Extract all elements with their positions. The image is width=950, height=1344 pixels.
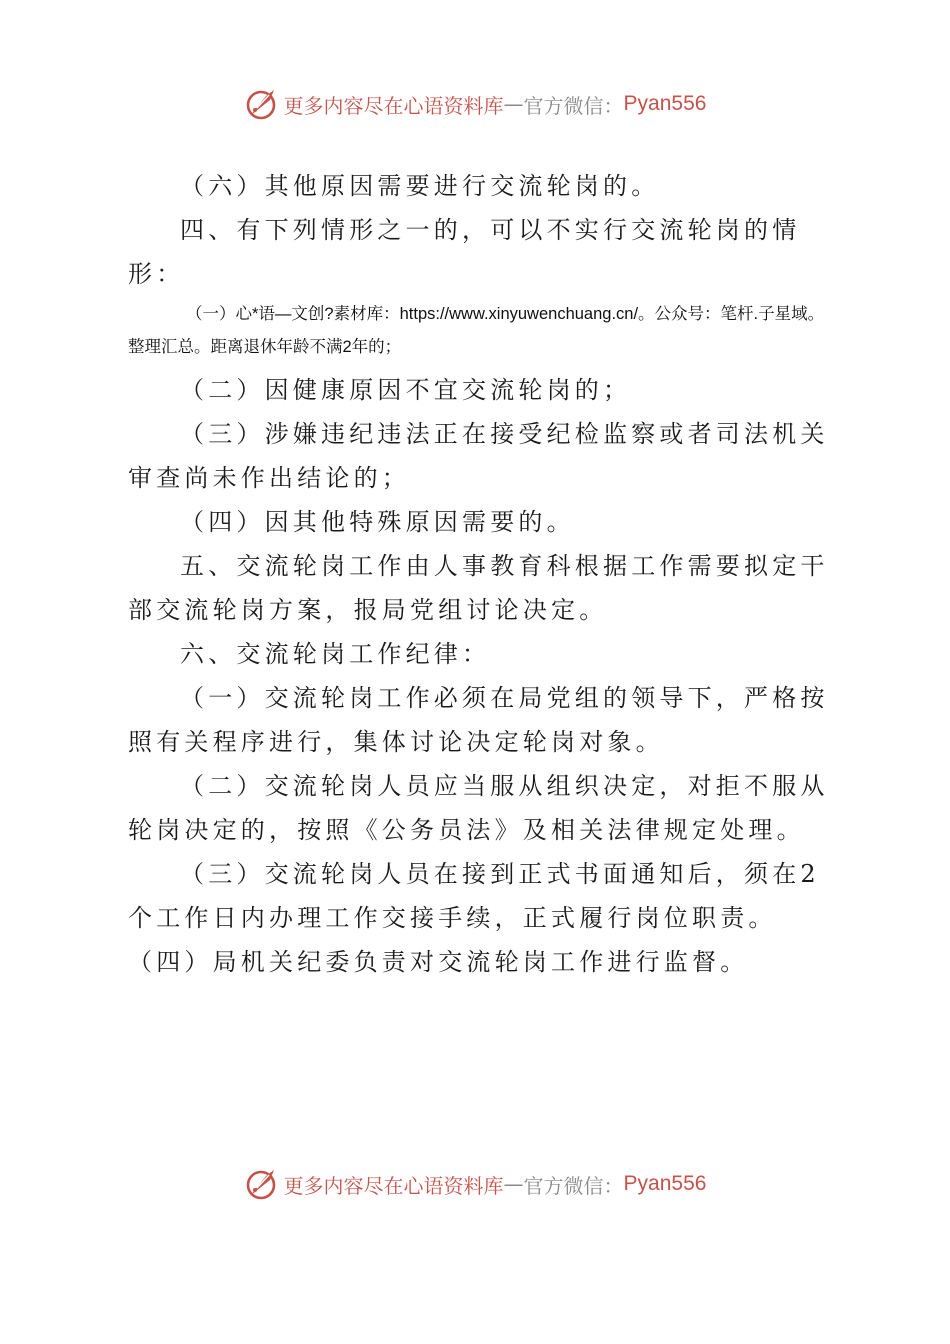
banner-wechat-label: 官方微信：: [523, 1173, 624, 1198]
banner-wechat-id: Pyan556: [623, 92, 707, 115]
paragraph: （四）因其他特殊原因需要的。: [180, 508, 575, 536]
paragraph: （四）局机关纪委负责对交流轮岗工作进行监督。: [128, 948, 749, 976]
section-heading: 六、交流轮岗工作纪律：: [180, 640, 491, 668]
paragraph: （二）交流轮岗人员应当服从组织决定，对拒不服从轮岗决定的，按照《公务员法》及相关法律规定处理。: [128, 772, 829, 844]
banner-dash: —: [503, 1172, 524, 1196]
quill-logo-icon: [244, 86, 280, 122]
banner-wechat-id: Pyan556: [623, 1172, 707, 1195]
paragraph: （三）涉嫌违纪违法正在接受纪检监察或者司法机关审查尚未作出结论的；: [128, 420, 829, 492]
banner-main-text: 更多内容尽在心语资料库: [283, 1173, 504, 1198]
section-heading: 五、交流轮岗工作由人事教育科根据工作需要拟定干部交流轮岗方案，报局党组讨论决定。: [128, 552, 829, 624]
banner-wechat-label: 官方微信：: [523, 93, 624, 118]
paragraph: （二）因健康原因不宜交流轮岗的；: [180, 376, 632, 404]
section-heading: 四、有下列情形之一的，可以不实行交流轮岗的情形：: [128, 216, 801, 288]
paragraph: （六）其他原因需要进行交流轮岗的。: [180, 172, 660, 200]
paragraph: （三）交流轮岗人员在接到正式书面通知后，须在2个工作日内办理工作交接手续，正式履行岗位职责。: [128, 860, 820, 932]
banner-main-text: 更多内容尽在心语资料库: [283, 93, 504, 118]
header-banner: [0, 84, 950, 124]
banner-dash: —: [503, 92, 524, 116]
quill-logo-icon: [244, 1166, 280, 1202]
document-body: [128, 164, 834, 984]
footer-banner: [0, 1164, 950, 1204]
watermark-note-paragraph: （一）心*语—文创?素材库：https://www.xinyuwenchuang.cn/。公众号：笔杆.子星域。整理汇总。距离退休年龄不满2年的；: [128, 305, 825, 356]
paragraph: （一）交流轮岗工作必须在局党组的领导下，严格按照有关程序进行，集体讨论决定轮岗对象。: [128, 684, 829, 756]
